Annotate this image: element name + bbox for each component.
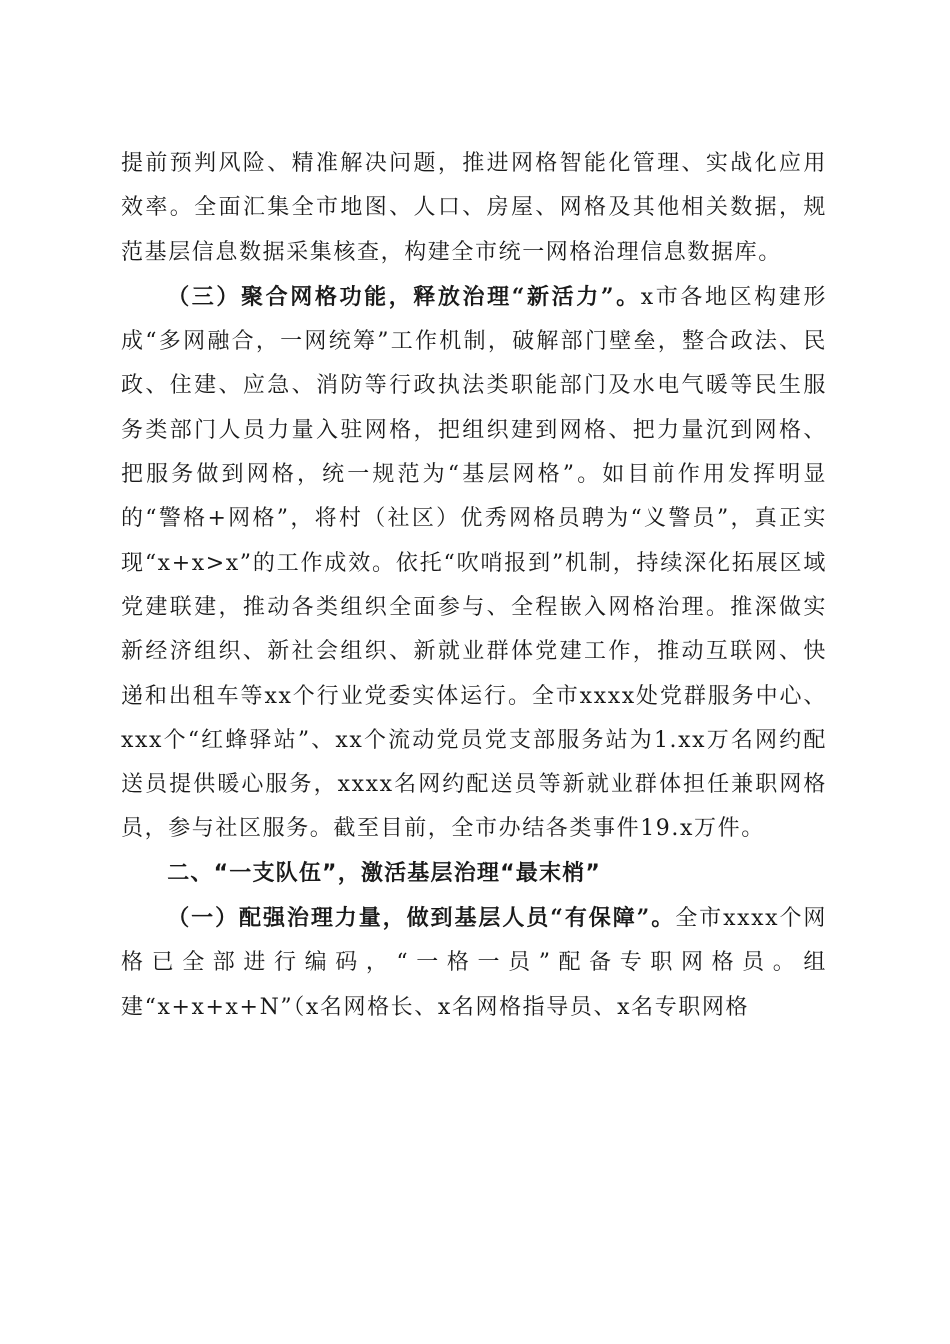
paragraph-section-1 <box>121 896 827 1030</box>
heading-section-2: 二、“一支队伍”，激活基层治理“最末梢” <box>167 860 602 886</box>
paragraph-section-3 <box>121 275 827 852</box>
section-1-body: 全市xxxx个网格已全部进行编码，“一格一员”配备专职网格员。组建“x+x+x+N”（x名网格长、x名网格指导员、x名专职网格 <box>121 906 827 1020</box>
section-1-title: （一）配强治理力量，做到基层人员“有保障”。 <box>167 905 676 932</box>
section-3-body: x市各地区构建形成“多网融合，一网统筹”工作机制，破解部门壁垒，整合政法、民政、住建、应急、消防等行政执法类职能部门及水电气暖等民生服务类部门人员力量入驻网格，把组织建到网格、把力量沉到网格、把服务做到网格，统一规范为“基层网格”。如目前作用发挥明显的“警格+网格”，将村（社区）优秀网格员聘为“义警员”，真正实现“x+x>x”的工作成效。依托“吹哨报到”机制，持续深化拓展区域党建联建，推动各类组织全面参与、全程嵌入网格治理。推深做实新经济组织、新社会组织、新就业群体党建工作，推动互联网、快递和出租车等xx个行业党委实体运行。全市xxxx处党群服务中心、xxx个“红蜂驿站”、xx个流动党员党支部服务站为1.xx万名网约配送员提供暖心服务，xxxx名网约配送员等新就业群体担任兼职网格员，参与社区服务。截至目前，全市办结各类事件19.x万件。 <box>121 284 827 842</box>
document-body <box>121 142 827 1030</box>
section-3-title: （三）聚合网格功能，释放治理“新活力”。 <box>167 283 641 310</box>
paragraph-continuation: 提前预判风险、精准解决问题，推进网格智能化管理、实战化应用效率。全面汇集全市地图、人口、房屋、网格及其他相关数据，规范基层信息数据采集核查，构建全市统一网格治理信息数据库。 <box>121 151 827 265</box>
